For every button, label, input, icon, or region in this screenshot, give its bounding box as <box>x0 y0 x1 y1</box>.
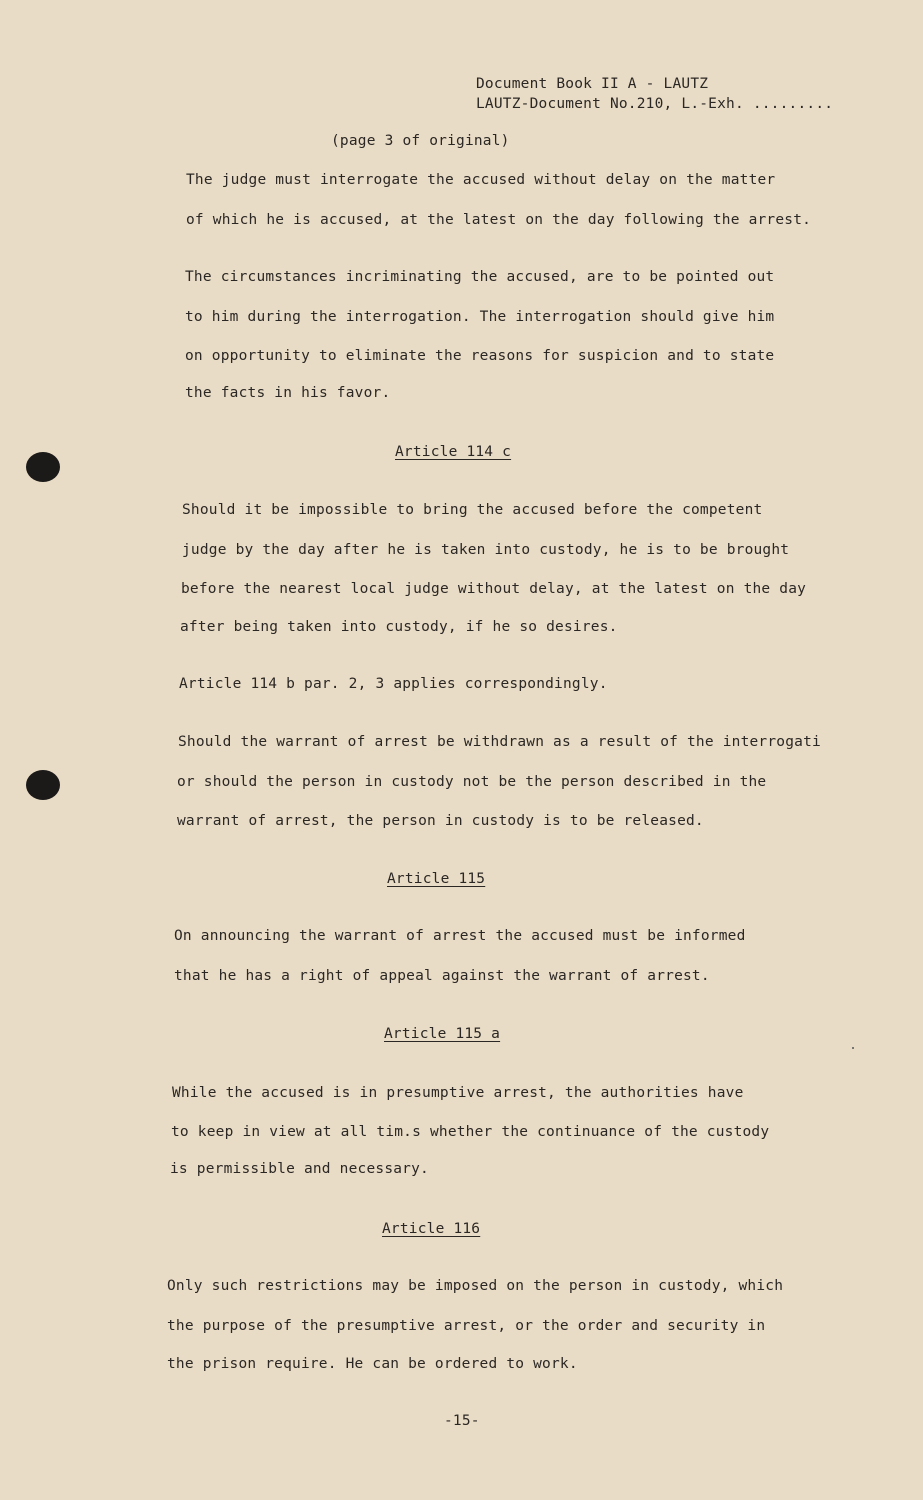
paragraph-line: The judge must interrogate the accused without delay on the matter <box>186 172 776 188</box>
article-heading: Article 116 <box>382 1221 481 1237</box>
paragraph-line: Article 114 b par. 2, 3 applies correspondingly. <box>179 676 608 692</box>
paragraph-line: the purpose of the presumptive arrest, or the order and security in <box>167 1318 766 1334</box>
paragraph-line: Should the warrant of arrest be withdrawn as a result of the interrogati <box>178 734 821 750</box>
paragraph-line: before the nearest local judge without delay, at the latest on the day <box>181 581 807 597</box>
paragraph-line: Should it be impossible to bring the accused before the competent <box>182 502 763 518</box>
punch-hole-top <box>26 452 60 482</box>
paragraph-line: judge by the day after he is taken into custody, he is to be brought <box>182 542 790 558</box>
paragraph-line: that he has a right of appeal against the warrant of arrest. <box>174 968 710 984</box>
article-heading: Article 114 c <box>395 444 512 460</box>
paragraph-line: the prison require. He can be ordered to work. <box>167 1356 578 1372</box>
paragraph-line: Only such restrictions may be imposed on the person in custody, which <box>167 1278 784 1294</box>
paragraph-line: on opportunity to eliminate the reasons for suspicion and to state <box>185 348 775 364</box>
article-heading: Article 115 <box>387 871 486 887</box>
paragraph-line: to him during the interrogation. The interrogation should give him <box>185 309 775 325</box>
header-line-1: Document Book II A - LAUTZ <box>476 76 709 92</box>
paragraph-line: warrant of arrest, the person in custody is to be released. <box>177 813 704 829</box>
paragraph-line: On announcing the warrant of arrest the accused must be informed <box>174 928 746 944</box>
page-reference: (page 3 of original) <box>331 133 510 149</box>
header-line-2: LAUTZ-Document No.210, L.-Exh. ......... <box>476 96 834 112</box>
paragraph-line: is permissible and necessary. <box>170 1161 429 1177</box>
paragraph-line: to keep in view at all tim.s whether the continuance of the custody <box>171 1124 770 1140</box>
paragraph-line: While the accused is in presumptive arrest, the authorities have <box>172 1085 744 1101</box>
paragraph-line: after being taken into custody, if he so desires. <box>180 619 618 635</box>
article-heading: Article 115 a <box>384 1026 501 1042</box>
paper-speck <box>852 1047 854 1049</box>
paragraph-line: the facts in his favor. <box>185 385 391 401</box>
paragraph-line: or should the person in custody not be the person described in the <box>177 774 767 790</box>
paragraph-line: The circumstances incriminating the accused, are to be pointed out <box>185 269 775 285</box>
paragraph-line: of which he is accused, at the latest on the day following the arrest. <box>186 212 812 228</box>
punch-hole-bottom <box>26 770 60 800</box>
page-number: -15- <box>444 1413 480 1429</box>
